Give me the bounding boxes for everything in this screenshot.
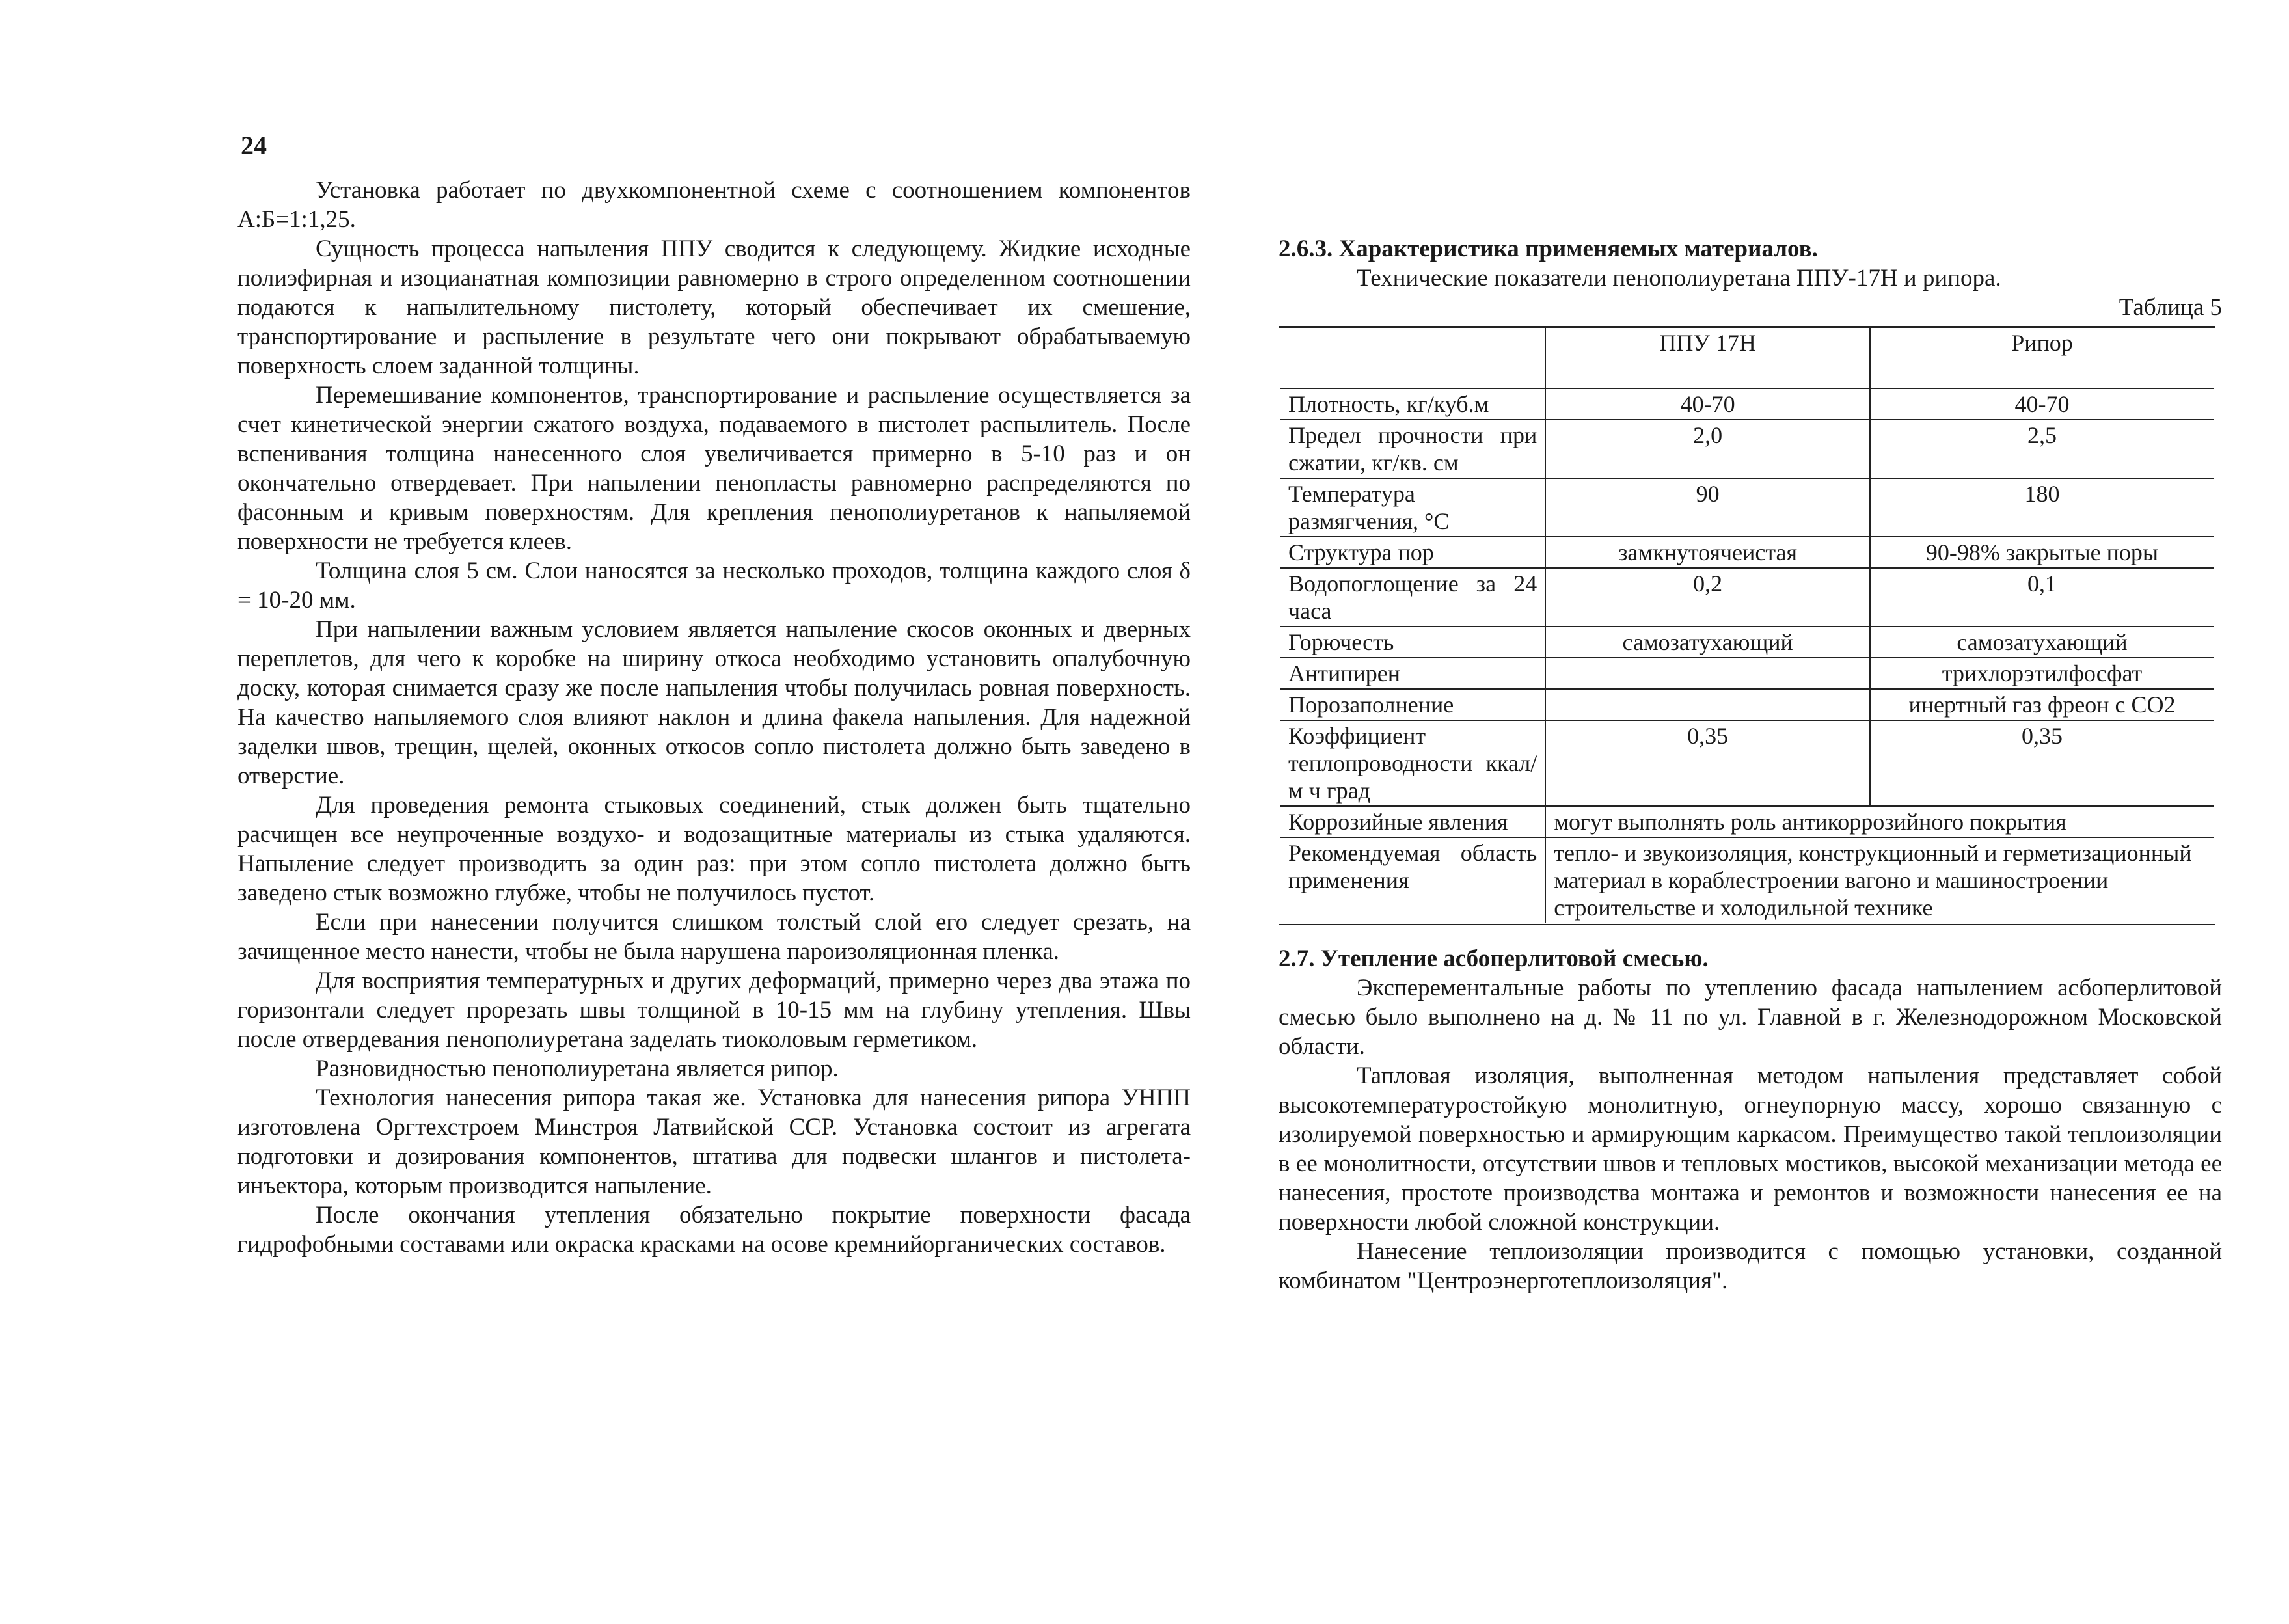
paragraph: Перемешивание компонентов, транспортирование и распыление осуществляется за счет кинетической энергии сжатого воздуха, подаваемого в пистолет распылитель. После вспенивания толщина нанесенного слоя увеличивается примерно в 5-10 раз и он окончательно отвердевает. При напылении пенопласты равномерно распределяются по фасонным и кривым поверхностям. Для крепления пенополиуретанов к напыляемой поверхности не требуется клеев. [237, 382, 1191, 555]
table-cell: Рекомендуемая область применения [1280, 837, 1546, 924]
table-header-cell: Рипор [1870, 327, 2214, 389]
section-heading-27: 2.7. Утепление асбоперлитовой смесью. [1279, 945, 1709, 972]
table-cell [1545, 658, 1870, 689]
paragraph: Технология нанесения рипора такая же. Установка для нанесения рипора УНПП изготовлена Оргтехстроем Минстроя Латвийской ССР. Установка состоит из агрегата подготовки и дозирования компонентов, штатива для подвески шлангов и пистолета-инъектора, которым производится напыление. [237, 1085, 1191, 1199]
table-row [1280, 720, 2215, 806]
table-cell: могут выполнять роль антикоррозийного покрытия [1545, 806, 2214, 837]
table-cell: 40-70 [1870, 388, 2214, 420]
table-cell: Коррозийные явления [1280, 806, 1546, 837]
table-cell: Температура размягчения, °С [1280, 478, 1546, 537]
table-cell: 40-70 [1545, 388, 1870, 420]
left-column [237, 176, 1191, 1259]
paragraph: При напылении важным условием является напыление скосов оконных и дверных переплетов, для чего к коробке на ширину откоса необходимо установить опалубочную доску, которая снимается сразу же после напыления чтобы получилась ровная поверхность. На качество напыляемого слоя влияют наклон и длина факела напыления. Для надежной заделки швов, трещин, щелей, оконных откосов сопло пистолета должно быть заведено в отверстие. [237, 616, 1191, 789]
right-column [1279, 234, 2222, 1295]
table-row [1280, 627, 2215, 658]
table-cell: 0,1 [1870, 568, 2214, 627]
paragraph: Для проведения ремонта стыковых соединений, стык должен быть тщательно расчищен все неупроченные воздухо- и водозащитные материалы из стыка удаляются. Напыление следует производить за один раз: при этом сопло пистолета должно быть заведено стык возможно глубже, чтобы не получилось пустот. [237, 792, 1191, 906]
table-row [1280, 806, 2215, 837]
table-row [1280, 658, 2215, 689]
table-cell: инертный газ фреон с СО2 [1870, 689, 2214, 720]
table-cell: 90 [1545, 478, 1870, 537]
paragraph: Нанесение теплоизоляции производится с помощью установки, созданной комбинатом "Центроэнерготеплоизоляция". [1279, 1238, 2222, 1294]
table-header-row [1280, 327, 2215, 389]
table-header-cell [1280, 327, 1546, 389]
paragraph: Если при нанесении получится слишком толстый слой его следует срезать, на зачищенное место нанести, чтобы не была нарушена пароизоляционная пленка. [237, 909, 1191, 965]
table-cell: трихлорэтилфосфат [1870, 658, 2214, 689]
table-cell: замкнутоячеистая [1545, 537, 1870, 568]
table-cell: Коэффициент теплопроводности ккал/м ч град [1280, 720, 1546, 806]
table-row [1280, 478, 2215, 537]
table-cell: самозатухающий [1870, 627, 2214, 658]
paragraph: Сущность процесса напыления ППУ сводится к следующему. Жидкие исходные полиэфирная и изоцианатная композиции равномерно в строго определенном соотношении подаются к напылительному пистолету, который обеспечивает их смешение, транспортирование и распыление в результате чего они покрывают обрабатываемую поверхность слоем заданной толщины. [237, 236, 1191, 379]
paragraph: Эксперементальные работы по утеплению фасада напылением асбоперлитовой смесью было выполнено на д. № 11 по ул. Главной в г. Железнодорожном Московской области. [1279, 975, 2222, 1060]
materials-table [1279, 326, 2215, 925]
paragraph: Для восприятия температурных и других деформаций, примерно через два этажа по горизонтали следует прорезать швы толщиной в 10-15 мм на глубину утепления. Швы после отвердевания пенополиуретана заделать тиоколовым герметиком. [237, 968, 1191, 1053]
table-cell: Горючесть [1280, 627, 1546, 658]
table-row [1280, 388, 2215, 420]
table-cell: самозатухающий [1545, 627, 1870, 658]
table-subtitle: Технические показатели пенополиуретана ППУ-17Н и рипора. [1357, 265, 2001, 291]
table-cell: Водопоглощение за 24 часа [1280, 568, 1546, 627]
table-cell: Предел прочности при сжатии, кг/кв. см [1280, 420, 1546, 478]
table-cell: Антипирен [1280, 658, 1546, 689]
table-cell: 90-98% закрытые поры [1870, 537, 2214, 568]
table-cell: Порозаполнение [1280, 689, 1546, 720]
table-cell: 2,5 [1870, 420, 2214, 478]
paragraph: Тапловая изоляция, выполненная методом напыления представляет собой высокотемпературостойкую монолитную, огнеупорную массу, хорошо связанную с изолируемой поверхностью и армирующим каркасом. Преимущество такой теплоизоляции в ее монолитности, отсутствии швов и тепловых мостиков, высокой механизации метода ее нанесения, простоте производства монтажа и ремонтов и возможности нанесения ее на поверхности любой сложной конструкции. [1279, 1062, 2222, 1236]
page-number: 24 [241, 131, 267, 160]
table-row [1280, 420, 2215, 478]
table-row [1280, 837, 2215, 924]
table-cell: 0,35 [1545, 720, 1870, 806]
table-cell [1545, 689, 1870, 720]
table-cell: тепло- и звукоизоляция, конструкционный и герметизационный материал в кораблестроении вагоно и машиностроении строительстве и холодильной технике [1545, 837, 2214, 924]
paragraph: Разновидностью пенополиуретана является рипор. [316, 1055, 839, 1082]
table-cell: Структура пор [1280, 537, 1546, 568]
table-cell: 2,0 [1545, 420, 1870, 478]
table-row [1280, 537, 2215, 568]
table-caption: Таблица 5 [2119, 294, 2222, 321]
table-cell: 0,35 [1870, 720, 2214, 806]
section-heading-263: 2.6.3. Характеристика применяемых материалов. [1279, 236, 1818, 262]
table-cell: Плотность, кг/куб.м [1280, 388, 1546, 420]
table-cell: 180 [1870, 478, 2214, 537]
table-cell: 0,2 [1545, 568, 1870, 627]
paragraph: Толщина слоя 5 см. Слои наносятся за несколько проходов, толщина каждого слоя δ = 10-20 мм. [237, 558, 1191, 614]
table-row [1280, 689, 2215, 720]
paragraph: Установка работает по двухкомпонентной схеме с соотношением компонентов А:Б=1:1,25. [237, 177, 1191, 233]
table-row [1280, 568, 2215, 627]
table-header-cell: ППУ 17Н [1545, 327, 1870, 389]
paragraph: После окончания утепления обязательно покрытие поверхности фасада гидрофобными составами или окраска красками на осове кремнийорганических составов. [237, 1202, 1191, 1258]
